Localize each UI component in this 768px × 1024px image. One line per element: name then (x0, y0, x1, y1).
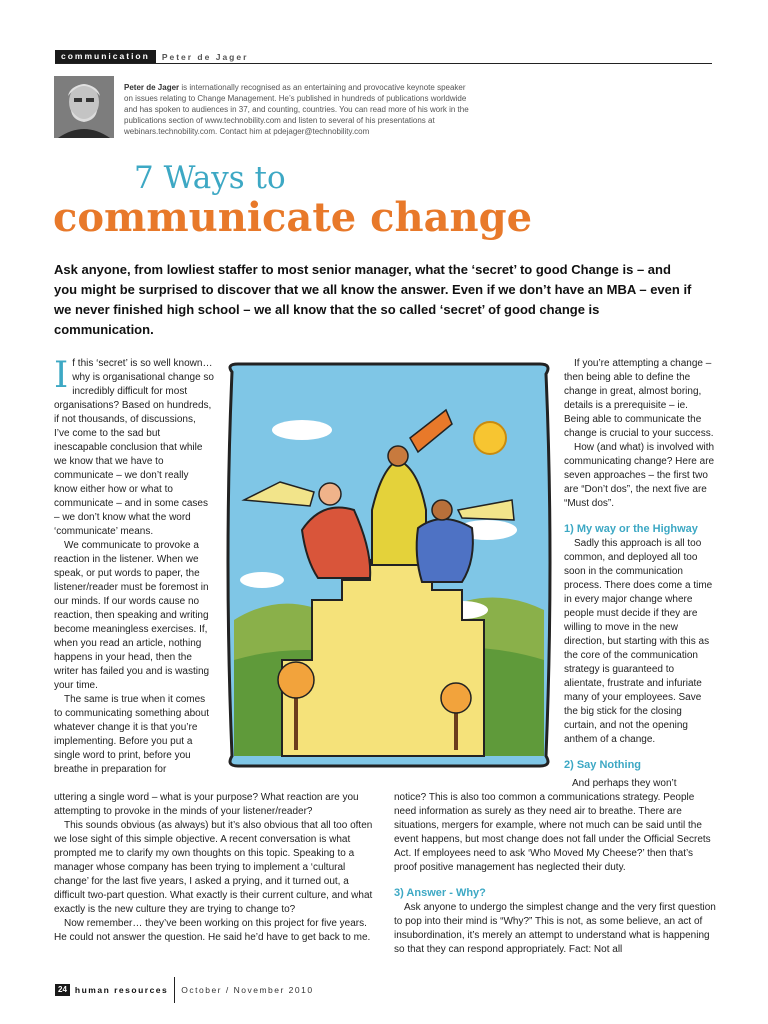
title-line2: communicate change (53, 194, 533, 241)
right-paragraph-2: How (and what) is involved with communicating change? Here are seven approaches – the first two are “Don’t dos”, the next five are “Must dos”. (564, 442, 715, 509)
section-header (55, 50, 248, 63)
bottom-right-paragraph-2: Ask anyone to undergo the simplest change and the very first question to pop into their mind is “Why?” This is not, as some believe, an act of insubordination, it’s merely an attempt to understand what is happening so that they can respond appropriately. Fact: Not all (394, 902, 716, 955)
page-number: 24 (55, 984, 70, 996)
subheading-2: 2) Say Nothing (564, 759, 642, 771)
drop-cap: I (54, 355, 69, 396)
bottom-left-paragraph-1: uttering a single word – what is your purpose? What reaction are you attempting to provoke in the minds of your listener/reader? (54, 792, 359, 817)
publication-name: human resources (74, 985, 169, 995)
right-column (564, 357, 716, 773)
section-tag: communication (55, 50, 156, 63)
lede-paragraph: Ask anyone, from lowliest staffer to most senior manager, what the ‘secret’ to good Change is – and you might be surprised to discover that we all know the answer. Even if we don’t have an MBA – even if we never finished high school – we all know that the so called ‘secret’ of good change is communication. (54, 262, 692, 337)
title-line1: 7 Ways to (134, 160, 286, 196)
bottom-left-column (54, 791, 376, 945)
right-paragraph-3: Sadly this approach is all too common, and deployed all too soon in the communication process. There does come a time in every major change where people must decide if they are willing to move in the new direction, but starting with this as the core of the communication strategy is guaranteed to alientate, frustrate and infuriate many of your employees. Save the big stick for the closing curtain, and not the opening anthem of a change. (564, 538, 713, 745)
left-paragraph-2: We communicate to provoke a reaction in the listener. When we speak, or put words to paper, the listener/reader must be foremost in our minds. If our words cause no reaction, then speaking and writing become meaningless exercises. If, when you read an article, nothing happens in your head, then the writer has failed you and is wasting your time. (54, 540, 210, 691)
bottom-right-column (394, 777, 716, 957)
page-footer (55, 977, 314, 1003)
left-paragraph-1: f this ‘secret’ is so well known… why is organisational change so incredibly difficult for most organisations? Based on hundreds, if not thousands, of discussions, I’ve come to the sad but inescapable conclusion that while we know that we have to communicate – we don’t really know either how or what to communicate – and in some cases – we don’t know what the word ‘communicate’ means. (54, 358, 214, 537)
subheading-3: 3) Answer - Why? (394, 887, 486, 899)
megaphone-illustration (222, 360, 556, 770)
bio-text: is internationally recognised as an entertaining and provocative keynote speaker on issues relating to Change Management. He’s published in hundreds of publications worldwide and has spoken to audiences in 37, and counting, countries. You can read more of his work in the publications section of www.technobility.com and listen to several of his presentations at webinars.technobility.com. Contact him at pdejager@technobility.com (124, 83, 469, 136)
bottom-left-paragraph-3: Now remember… they’ve been working on this project for five years. He could not answer the question. He said he’d have to get back to me. (54, 918, 371, 943)
bottom-left-paragraph-2: This sounds obvious (as always) but it’s also obvious that all too often we lose sight of this simple objective. A recent conversation is what prompted me to clarify my own thoughts on this topic. Speaking to a manager whose company has been trying to implement a ‘cultural change’ for the last five years, I asked a prying, and it turned out, a difficult two-part question. What exactly is their current culture, and what exactly is the new culture they are trying to change to? (54, 820, 373, 915)
author-photo (54, 76, 114, 138)
left-paragraph-3: The same is true when it comes to communicating something about whatever change it is that you’re implementing. Before you put a single word to print, before you breathe in preparation for (54, 694, 210, 775)
issue-date: October / November 2010 (181, 985, 314, 995)
bio-name: Peter de Jager (124, 83, 180, 92)
left-column (54, 357, 214, 777)
author-bio (124, 82, 469, 137)
header-divider (55, 63, 712, 64)
bottom-right-paragraph-1b: notice? This is also too common a communications strategy. People need information as surely as they need air to breathe. There are situations, mergers for example, where not much can be said until the event happens, but most change does not fall under the Official Secrets Act. If employees need to ask ‘Who Moved My Cheese?’ then that’s proof positive management has neglected their duty. (394, 792, 711, 873)
header-author: Peter de Jager (161, 51, 249, 62)
right-paragraph-1: If you’re attempting a change – then being able to define the change in great, almost boring, details is a prerequisite – ie. Being able to communicate the change is crucial to your success. (564, 358, 714, 439)
footer-divider (174, 977, 175, 1003)
bottom-right-paragraph-1a: And perhaps they won’t (572, 778, 677, 789)
subheading-1: 1) My way or the Highway (564, 523, 698, 535)
